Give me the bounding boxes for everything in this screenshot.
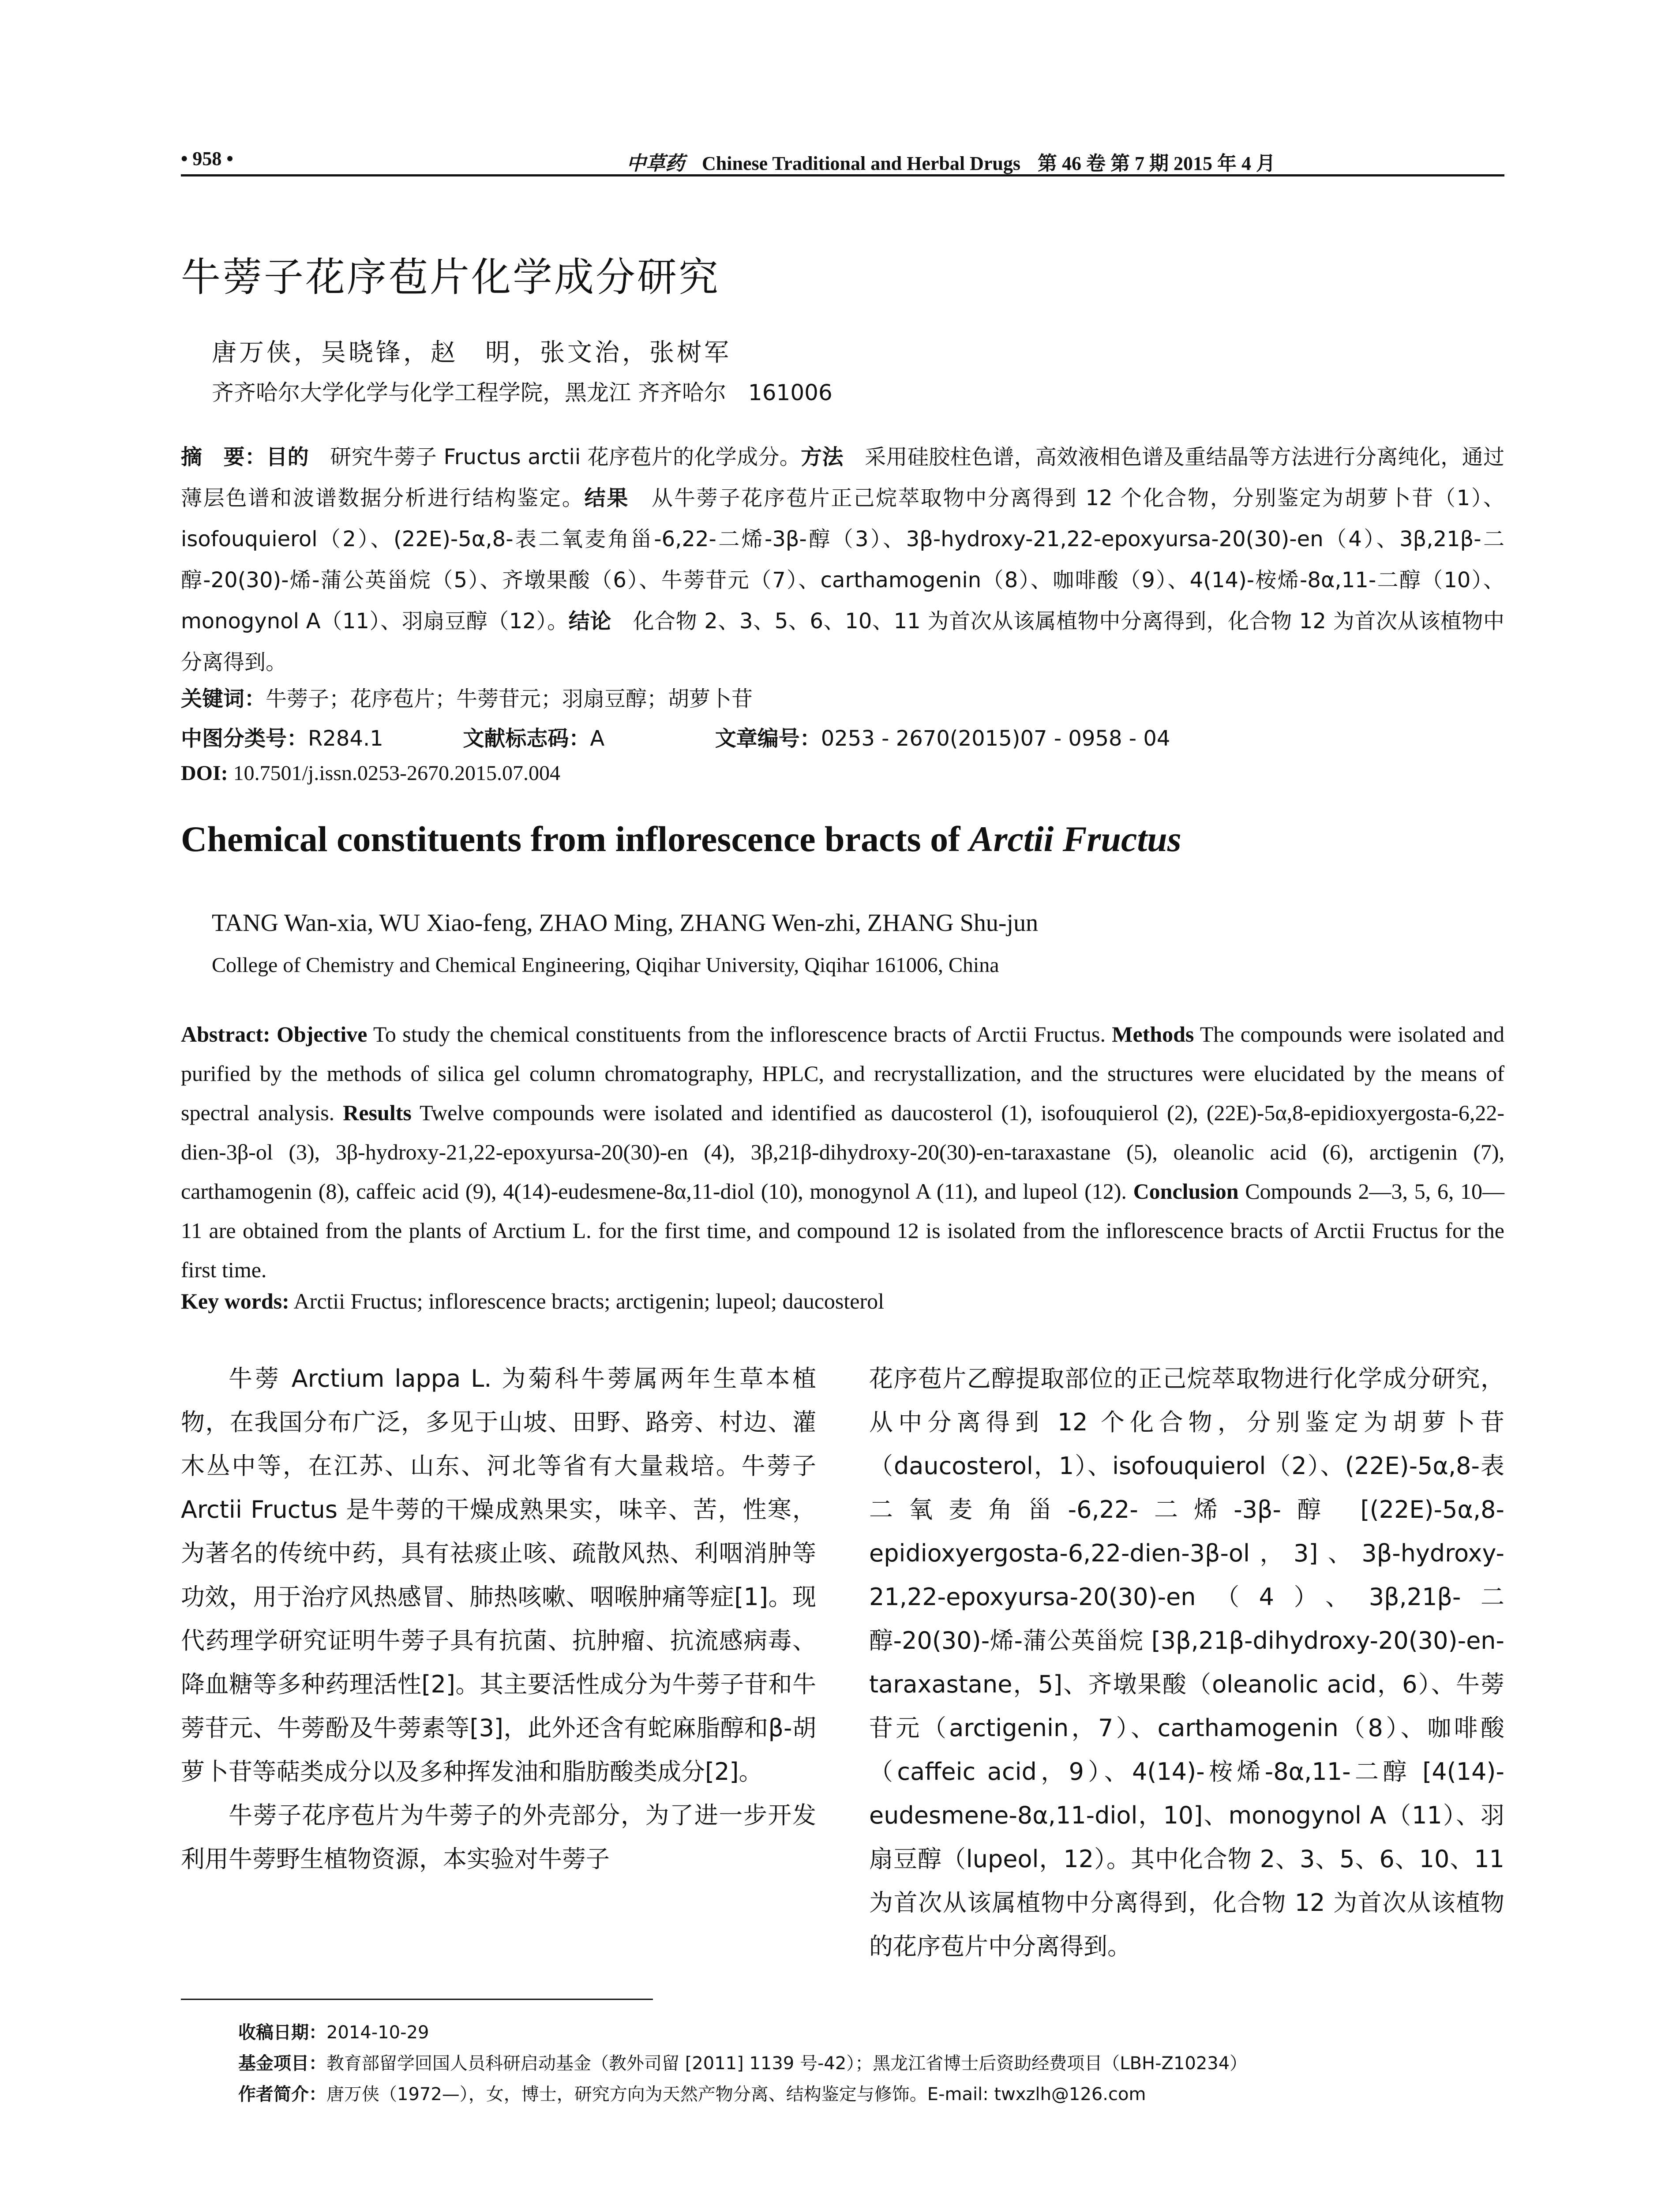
methods-label-cn: 方法 xyxy=(801,445,844,469)
keywords-cn xyxy=(181,682,753,712)
keywords-en-label: Key words: xyxy=(181,1289,289,1313)
body-paragraph: 花序苞片乙醇提取部位的正己烷萃取物进行化学成分研究，从中分离得到 12 个化合物，分别鉴定为胡萝卜苷（daucosterol，1）、isofouquierol（2）、(22E)-5α,8-表二氧麦角甾-6,22-二烯-3β-醇 [(22E)-5α,8-epidioxyergosta-6,22-dien-3β-ol，3]、3β-hydroxy-21,22-epoxyursa-20(30)-en（4）、3β,21β-二醇-20(30)-烯-蒲公英甾烷 [3β,21β-dihydroxy-20(30)-en-taraxastane，5]、齐墩果酸（oleanolic acid，6）、牛蒡苷元（arctigenin，7）、carthamogenin（8）、咖啡酸（caffeic acid，9）、4(14)-桉烯-8α,11-二醇 [4(14)-eudesmene-8α,11-diol，10]、monogynol A（11）、羽扇豆醇（lupeol，12）。其中化合物 2、3、5、6、10、11 为首次从该属植物中分离得到，化合物 12 为首次从该植物的花序苞片中分离得到。 xyxy=(869,1365,1504,1960)
abstract-en-label: Abstract: xyxy=(181,1022,270,1047)
results-label-en: Results xyxy=(343,1100,412,1125)
title-cn: 牛蒡子花序苞片化学成分研究 xyxy=(181,254,720,300)
footnote-author-bio xyxy=(238,2080,1146,2105)
doi-label: DOI: xyxy=(181,762,228,785)
clc-value: R284.1 xyxy=(308,726,383,751)
doc-code-label: 文献标志码： xyxy=(463,726,590,751)
authors-en: TANG Wan-xia, WU Xiao-feng, ZHAO Ming, ZHANG Wen-zhi, ZHANG Shu-jun xyxy=(212,909,1039,937)
abstract-cn xyxy=(181,437,1504,683)
affiliation-en: College of Chemistry and Chemical Engineering, Qiqihar University, Qiqihar 161006, China xyxy=(212,953,999,977)
conclusion-en: Compounds 2—3, 5, 6, 10—11 are obtained from the plants of Arctium L. for the first time, and compound 12 is isolated from the inflorescence bracts of Arctii Fructus for the first time. xyxy=(181,1179,1504,1282)
conclusion-label-cn: 结论 xyxy=(568,609,611,634)
methods-en: The compounds were isolated and purified by the methods of silica gel column chromatography, HPLC, and recrystallization, and the structures were elucidated by the means of spectral analysis. xyxy=(181,1022,1505,1125)
clc-label: 中图分类号： xyxy=(181,726,308,751)
page-number: • 958 • xyxy=(181,148,233,169)
journal-name-cn: 中草药 xyxy=(626,152,685,175)
keywords-en xyxy=(181,1288,884,1314)
footnote-rule xyxy=(181,1999,653,2000)
authors-cn: 唐万侠，吴晓锋，赵 明，张文治，张树军 xyxy=(212,338,731,367)
footnote-text: 2014-10-29 xyxy=(326,2022,429,2043)
methods-cn: 采用硅胶柱色谱，高效液相色谱及重结晶等方法进行分离纯化，通过薄层色谱和波谱数据分析进行结构鉴定。 xyxy=(181,445,1504,510)
results-cn: 从牛蒡子花序苞片正己烷萃取物中分离得到 12 个化合物，分别鉴定为胡萝卜苷（1）、isofouquierol（2）、(22E)-5α,8-表二氧麦角甾-6,22-二烯-3β-醇（3）、3β-hydroxy-21,22-epoxyursa-20(30)-en（4）、3β,21β-二醇-20(30)-烯-蒲公英甾烷（5）、齐墩果酸（6）、牛蒡苷元（7）、carthamogenin（8）、咖啡酸（9）、4(14)-桉烯-8α,11-二醇（10）、monogynol A（11）、羽扇豆醇（12）。 xyxy=(181,486,1504,634)
methods-label-en: Methods xyxy=(1112,1022,1194,1047)
classification-line xyxy=(181,721,1170,752)
results-en: Twelve compounds were isolated and identified as daucosterol (1), isofouquierol (2), (22E)-5α,8-epidioxyergosta-6,22-dien-3β-ol (3), 3β-hydroxy-21,22-epoxyursa-20(30)-en (4), 3β,21β-dihydroxy-20(30)-en-taraxastane (5), oleanolic acid (6), arctigenin (7), carthamogenin (8), caffeic acid (9), 4(14)-eudesmene-8α,11-diol (10), monogynol A (11), and lupeol (12). xyxy=(181,1100,1504,1204)
footnote-received xyxy=(238,2018,429,2044)
keywords-cn-label: 关键词： xyxy=(181,687,266,711)
body-column-right xyxy=(869,1357,1504,1968)
footnote-label: 作者简介： xyxy=(238,2084,326,2105)
conclusion-cn: 化合物 2、3、5、6、10、11 为首次从该属植物中分离得到，化合物 12 为首次从该植物中分离得到。 xyxy=(181,609,1504,675)
body-paragraph: 牛蒡 Arctium lappa L. 为菊科牛蒡属两年生草本植物，在我国分布广泛，多见于山坡、田野、路旁、村边、灌木丛中等，在江苏、山东、河北等省有大量栽培。牛蒡子 Arctii Fructus 是牛蒡的干燥成熟果实，味辛、苦，性寒，为著名的传统中药，具有祛痰止咳、疏散风热、利咽消肿等功效，用于治疗风热感冒、肺热咳嗽、咽喉肿痛等症[1]。现代药理学研究证明牛蒡子具有抗菌、抗肿瘤、抗流感病毒、降血糖等多种药理活性[2]。其主要活性成分为牛蒡子苷和牛蒡苷元、牛蒡酚及牛蒡素等[3]，此外还含有蛇麻脂醇和β-胡萝卜苷等萜类成分以及多种挥发油和脂肪酸类成分[2]。 xyxy=(181,1365,816,1786)
article-number-label: 文章编号： xyxy=(715,726,821,751)
affiliation-cn: 齐齐哈尔大学化学与化学工程学院，黑龙江 齐齐哈尔 161006 xyxy=(212,380,832,405)
running-header xyxy=(181,141,1504,176)
keywords-cn-text: 牛蒡子；花序苞片；牛蒡苷元；羽扇豆醇；胡萝卜苷 xyxy=(266,687,753,711)
abstract-cn-label: 摘 要： xyxy=(181,445,266,469)
footnote-label: 收稿日期： xyxy=(238,2022,326,2043)
doc-code-value: A xyxy=(590,726,605,751)
objective-en: To study the chemical constituents from the inflorescence bracts of Arctii Fructus. xyxy=(367,1022,1106,1047)
keywords-en-text: Arctii Fructus; inflorescence bracts; arctigenin; lupeol; daucosterol xyxy=(289,1289,884,1313)
objective-cn: 研究牛蒡子 Fructus arctii 花序苞片的化学成分。 xyxy=(309,445,801,469)
article-number-value: 0253 - 2670(2015)07 - 0958 - 04 xyxy=(821,726,1170,751)
title-en-plain: Chemical constituents from inflorescence bracts of xyxy=(181,819,969,859)
results-label-cn: 结果 xyxy=(584,486,630,510)
footnote-text: 唐万侠（1972—），女，博士，研究方向为天然产物分离、结构鉴定与修饰。E-mail: twxzlh@126.com xyxy=(326,2084,1146,2105)
footnote-funding xyxy=(238,2049,1247,2075)
footnote-label: 基金项目： xyxy=(238,2053,326,2074)
title-en xyxy=(181,818,1181,860)
journal-issue: 第 46 卷 第 7 期 2015 年 4 月 xyxy=(1038,153,1276,174)
footnote-text: 教育部留学回国人员科研启动基金（教外司留 [2011] 1139 号-42）；黑龙江省博士后资助经费项目（LBH-Z10234） xyxy=(326,2053,1248,2074)
objective-label-en: Objective xyxy=(277,1022,368,1047)
journal-name-en: Chinese Traditional and Herbal Drugs xyxy=(702,153,1021,174)
journal-info xyxy=(626,147,1275,176)
objective-label-cn: 目的 xyxy=(266,445,309,469)
body-column-left xyxy=(181,1357,816,1881)
body-paragraph: 牛蒡子花序苞片为牛蒡子的外壳部分，为了进一步开发利用牛蒡野生植物资源，本实验对牛蒡子 xyxy=(181,1801,816,1873)
abstract-en xyxy=(181,1015,1504,1290)
conclusion-label-en: Conclusion xyxy=(1133,1179,1239,1204)
title-en-italic: Arctii Fructus xyxy=(969,819,1181,859)
doi-value[interactable]: 10.7501/j.issn.0253-2670.2015.07.004 xyxy=(233,762,561,785)
header-rule xyxy=(181,174,1504,176)
doi-line xyxy=(181,761,560,785)
